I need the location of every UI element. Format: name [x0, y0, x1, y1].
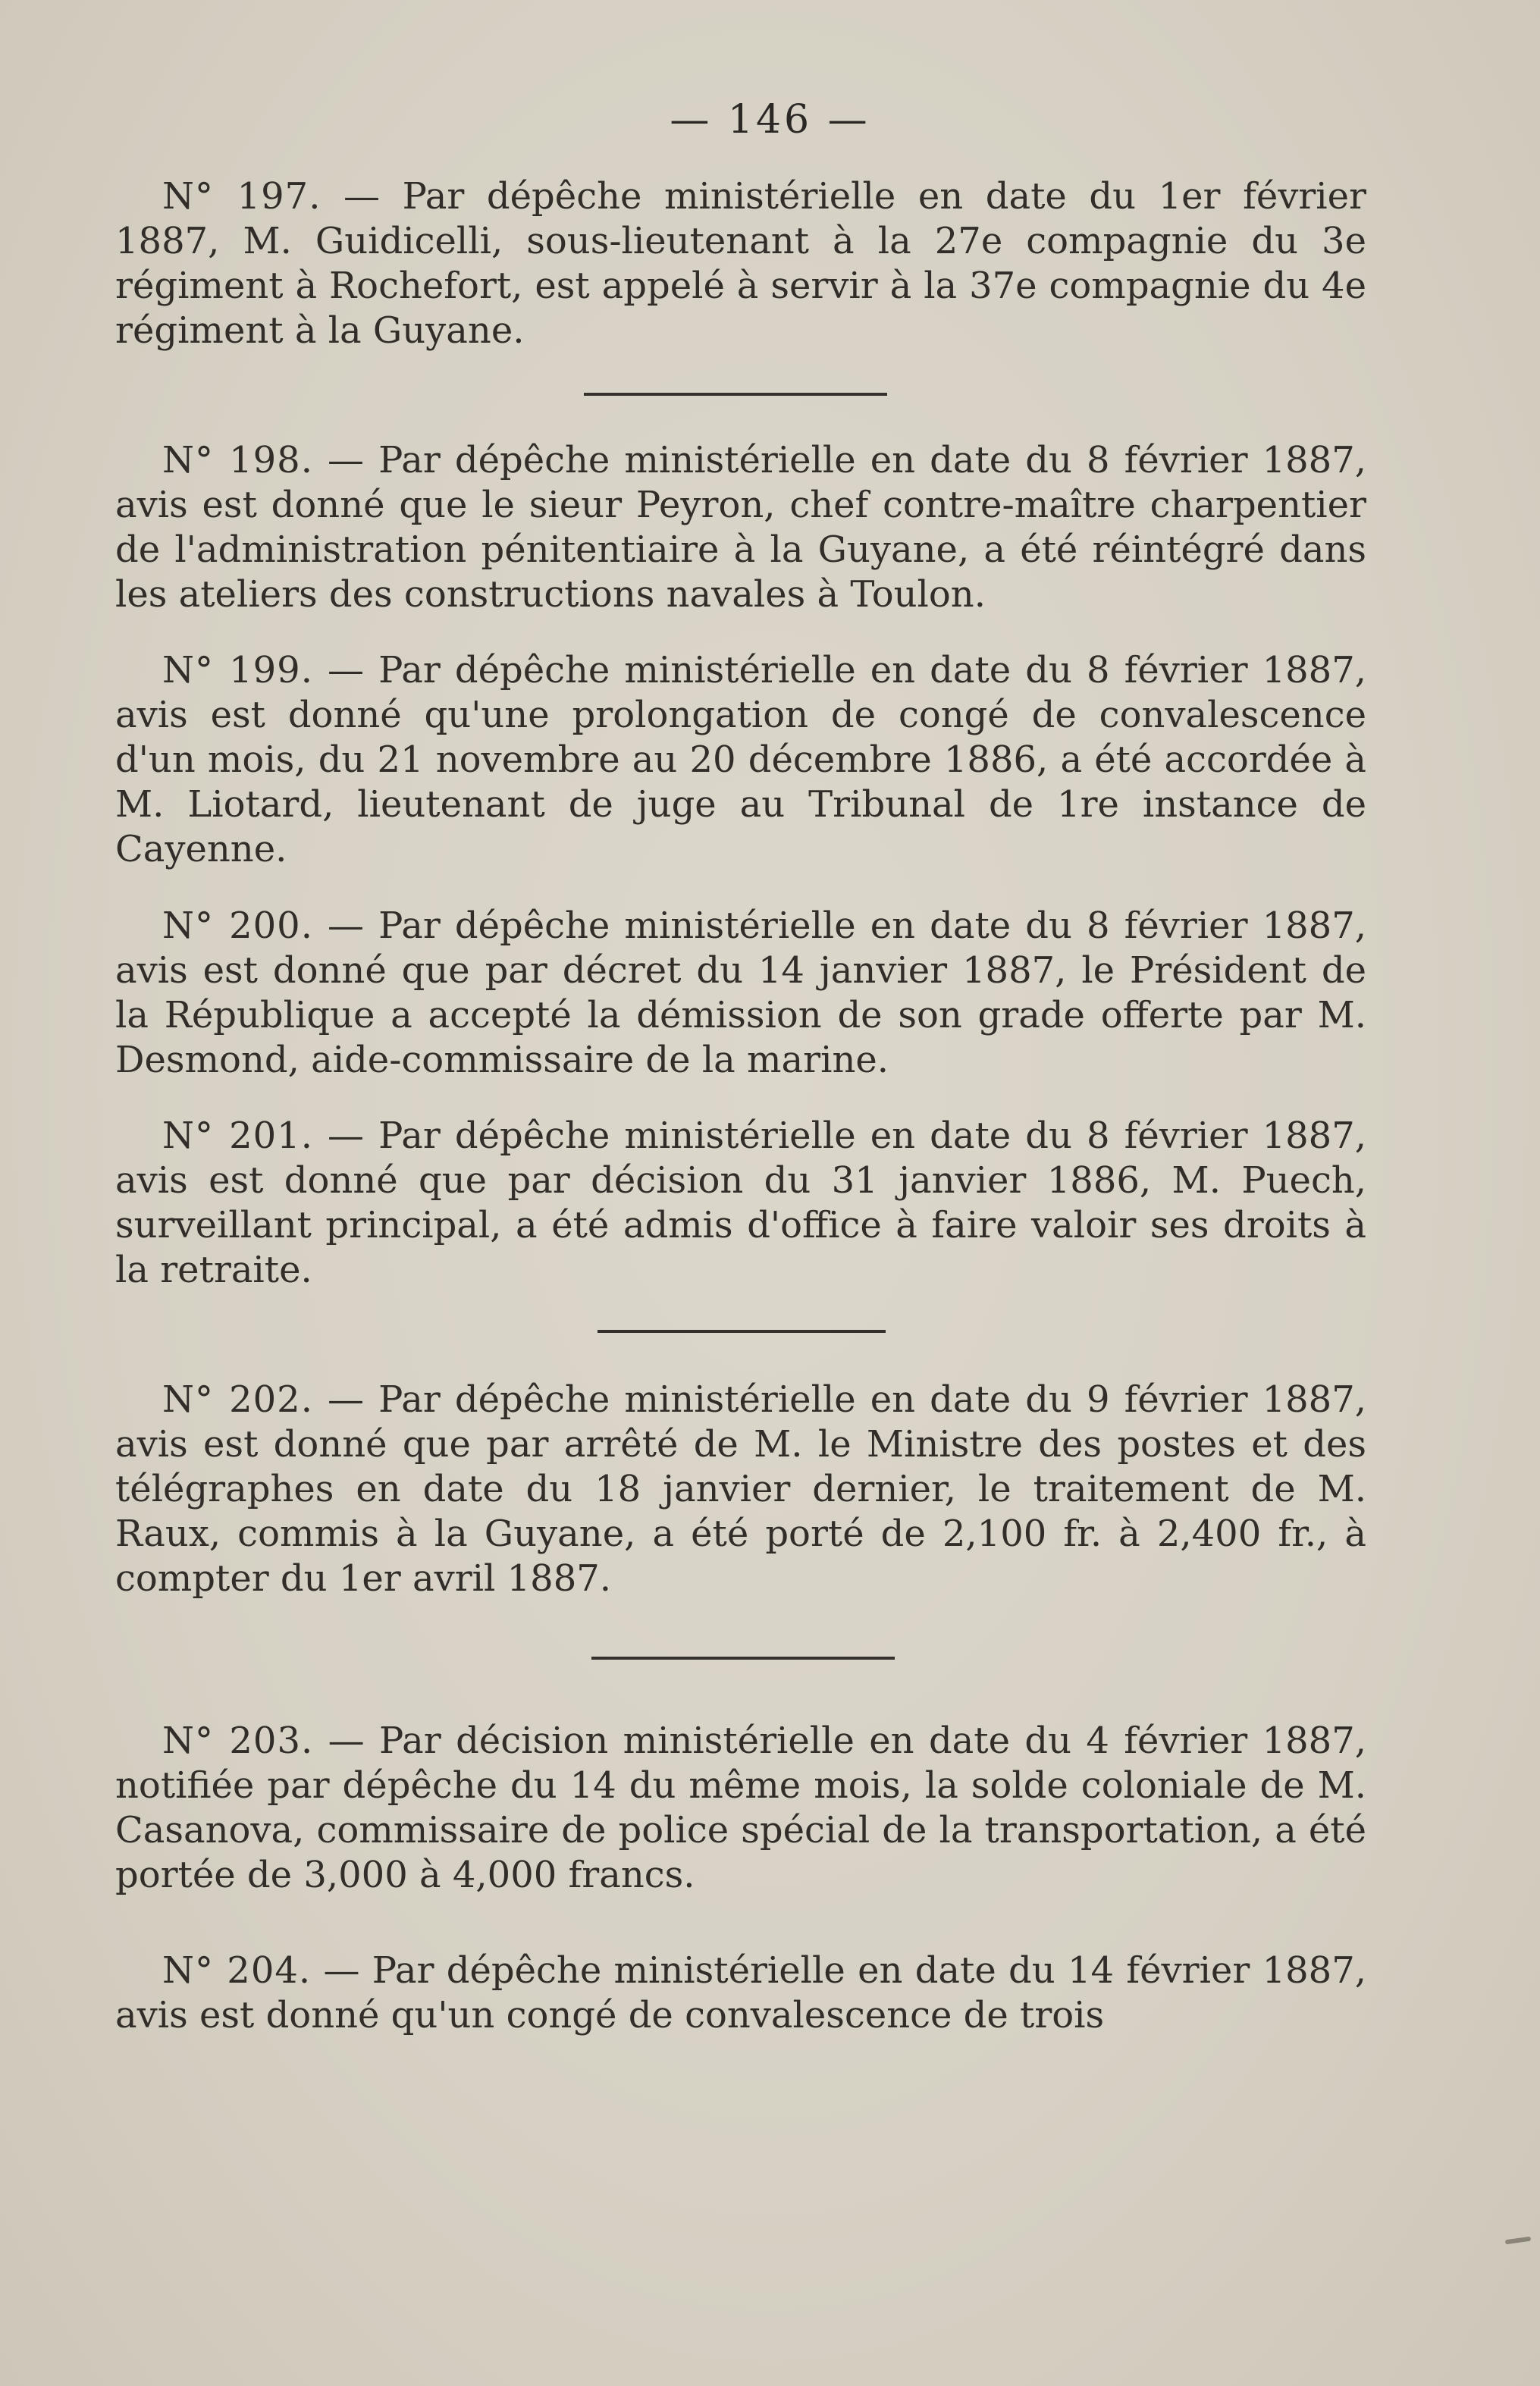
entry-text: — Par dépêche ministérielle en date du 1er février 1887, M. Guidicelli, sous-lieutenant à la 27e compagnie du 3e régiment à Rochefort, est appelé à servir à la 37e compagnie du 4e régiment à la Guyane. — [115, 175, 1367, 352]
separator-rule — [597, 1330, 886, 1333]
entry-203 — [115, 1719, 1366, 1898]
entry-204 — [115, 1949, 1366, 2038]
entry-number: N° 204. — [162, 1949, 312, 1992]
entry-number: N° 198. — [162, 439, 313, 481]
entry-number: N° 200. — [162, 905, 313, 947]
entry-201 — [115, 1114, 1366, 1293]
separator-rule — [584, 393, 887, 396]
entry-197 — [115, 174, 1366, 353]
separator-rule — [591, 1657, 895, 1660]
entry-202 — [115, 1378, 1366, 1601]
entry-number: N° 203. — [162, 1720, 314, 1762]
entry-text: — Par dépêche ministérielle en date du 8 février 1887, avis est donné qu'une prolongation de congé de convalescence d'un mois, du 21 novembre au 20 décembre 1886, a été accordée à M. Liotard, lieutenant de juge au Tribunal de 1re instance de Cayenne. — [115, 649, 1366, 870]
ink-smudge — [1505, 2237, 1532, 2245]
entry-198 — [115, 438, 1366, 617]
entry-200 — [115, 904, 1366, 1083]
entry-number: N° 201. — [162, 1115, 313, 1157]
entry-number: N° 202. — [162, 1378, 313, 1421]
entry-number: N° 199. — [162, 649, 313, 691]
entry-text: — Par dépêche ministérielle en date du 8 février 1887, avis est donné que par décision du 31 janvier 1886, M. Puech, surveillant principal, a été admis d'office à faire valoir ses droits à la retraite. — [115, 1115, 1366, 1291]
entry-number: N° 197. — [162, 175, 321, 218]
entry-text: — Par dépêche ministérielle en date du 14 février 1887, avis est donné qu'un congé de convalescence de trois — [115, 1949, 1366, 2036]
entry-text: — Par dépêche ministérielle en date du 8 février 1887, avis est donné que le sieur Peyron, chef contre-maître charpentier de l'administration pénitentiaire à la Guyane, a été réintégré dans les ateliers des constructions navales à Toulon. — [115, 439, 1366, 616]
entry-text: — Par dépêche ministérielle en date du 8 février 1887, avis est donné que par décret du 14 janvier 1887, le Président de la République a accepté la démission de son grade offerte par M. Desmond, aide-commissaire de la marine. — [115, 905, 1366, 1081]
entry-199 — [115, 648, 1366, 872]
entry-text: — Par décision ministérielle en date du 4 février 1887, notifiée par dépêche du 14 du même mois, la solde coloniale de M. Casanova, commissaire de police spécial de la transportation, a été portée de 3,000 à 4,000 francs. — [115, 1720, 1366, 1896]
page-number: — 146 — — [670, 97, 870, 143]
entry-text: — Par dépêche ministérielle en date du 9 février 1887, avis est donné que par arrêté de M. le Ministre des postes et des télégraphes en date du 18 janvier dernier, le traitement de M. Raux, commis à la Guyane, a été porté de 2,100 fr. à 2,400 fr., à compter du 1er avril 1887. — [115, 1378, 1366, 1600]
